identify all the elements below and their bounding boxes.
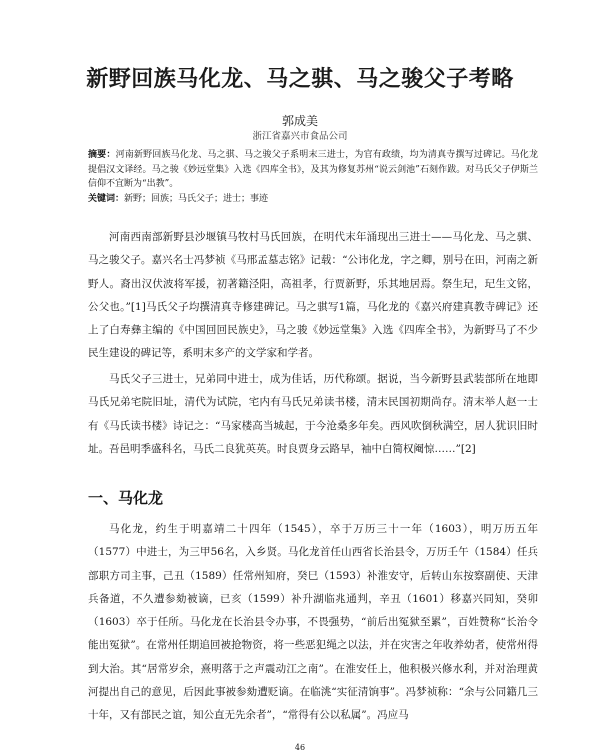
keywords-label: 关键词： [88,194,125,204]
body-paragraph-ma-hualong: 马化龙，约生于明嘉靖二十四年（1545），卒于万历三十一年（1603），明万历五年（1577）中进士，为三甲56名，入乡贤。马化龙首任山西省长治县令，万历壬午（1584）任兵部职方司主事，己丑（1589）任常州知府，癸巳（1593）补淮安守，后转山东按察副使、天津兵备道，不久遭参劾被谪，已亥（1599）补升湖临兆通判，辛丑（1601）移嘉兴同知，癸卯（1603）卒于任所。马化龙在长治县令办事，不畏强势，“前后出冤狱至累”，百姓赞称“长治令能出冤狱”。在常州任期追回被抢物资，将一些恶犯绳之以法，并在灾害之年收养幼者，使常州得到大治。其“居常岁余，熹明落于之声震动江之南”。在淮安任上，他积极兴修水利，并对治理黄河提出自己的意见，后因此事被参劾遭贬谪。在临洮“实征清饷事”。冯梦祯称：“余与公同籍几三十年，又有部民之谊，知公直无先余者”，“常得有公以私属”。冯应马 [88,523,538,722]
author-name: 郭成美 [281,114,318,128]
author-affiliation: 浙江省嘉兴市食品公司 [252,131,348,142]
section-heading: 一、马化龙 [88,489,164,507]
keywords [88,192,538,206]
abstract-text: 河南新野回族马化龙、马之骐、马之骏父子系明末三进士，为官有政绩，均为清真寺撰写过碑记。马化龙提倡汉文译经。马之骏《妙远堂集》入选《四库全书》，及其为修复苏州“说云剑池”石刻作跋。对马氏父子伊斯兰信仰不宜断为“出教”。 [88,150,538,189]
body-paragraph-reading-tower: 马氏父子三进士，兄弟同中进士，成为佳话，历代称颂。据说，当今新野县武装部所在地即马氏兄弟宅院旧址，清代为试院，宅内有马氏兄弟读书楼，清末民国初期尚存。清末举人赵一士有《马氏读书楼》诗记之：“马家楼高当城起，于今沧桑多年矣。西风吹倒秋满空，居人犹识旧时址。吾邑明季盛科名，马氏二良犹英英。时良贾身云路早，袖中白简权阉惊……”[2] [88,373,538,455]
body-paragraph-intro: 河南西南部新野县沙堰镇马牧村马氏回族，在明代末年涌现出三进士——马化龙、马之骐、马之骏父子。嘉兴名士冯梦祯《马邢孟墓志铭》记载：“公讳化龙，字之卿，别号在田，河南之新野人。裔出汉伏波将军援，初著籍泾阳，高祖孝，行贾新野，乐其地居焉。祭生玘，玘生文铭，公父也。”[1]马氏父子均撰清真寺修建碑记。马之骐写1篇，马化龙的《嘉兴府建真教寺碑记》还上了白寿彝主编的《中国回回民族史》，马之骏《妙远堂集》入选《四库全书》，为新野马了不少民生建设的碑记等，系明末多产的文学家和学者。 [88,231,538,360]
abstract-label: 摘要： [88,150,116,160]
paper-title: 新野回族马化龙、马之骐、马之骏父子考略 [86,67,514,92]
page-number: 46 [294,743,306,752]
keywords-text: 新野；回族；马氏父子；进士；事迹 [124,194,269,204]
abstract [88,148,538,192]
